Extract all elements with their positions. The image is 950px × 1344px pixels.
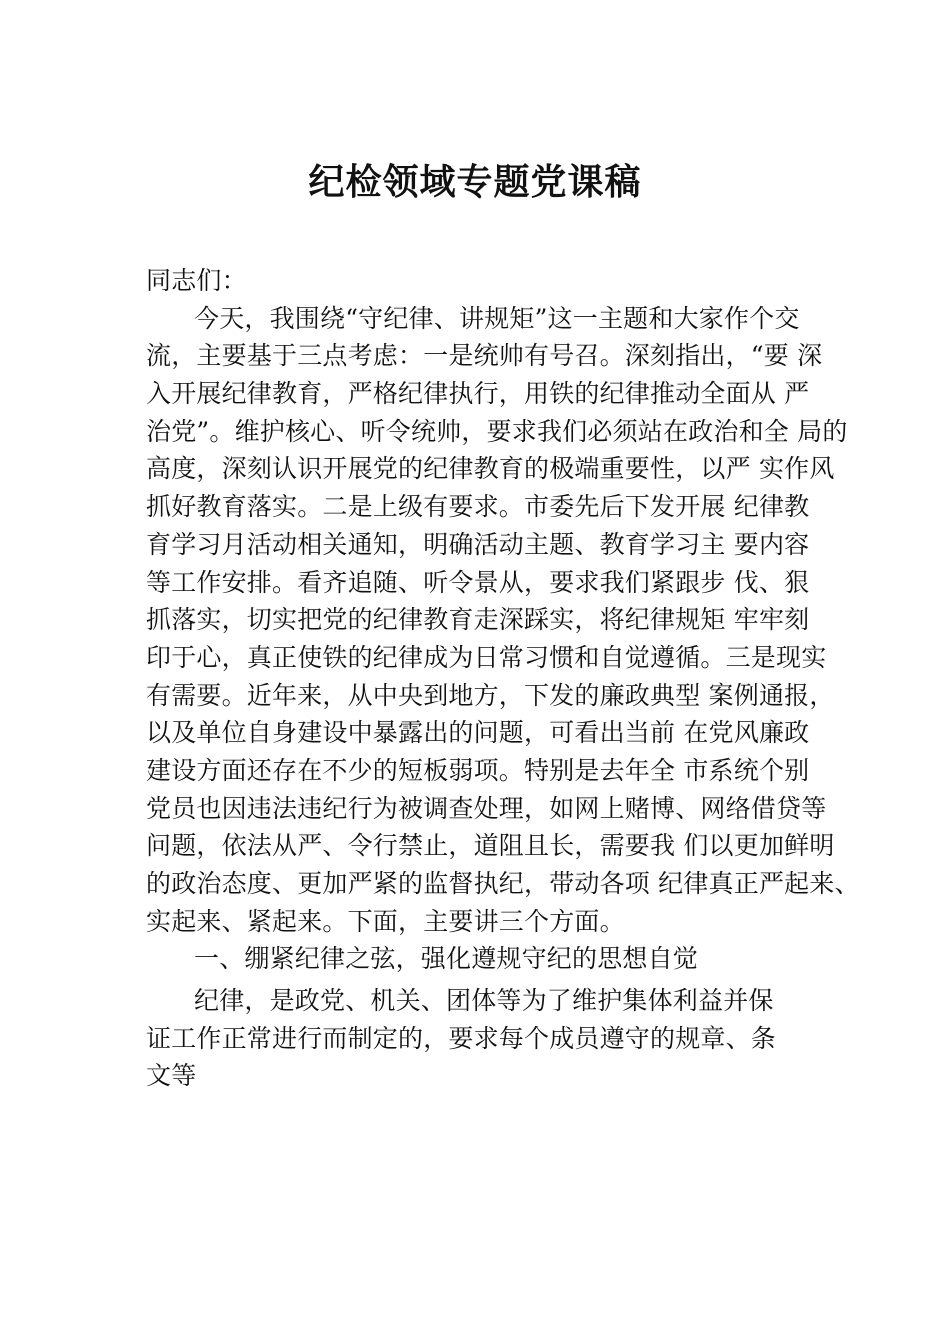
section-paragraph-line: 文等 xyxy=(146,1061,197,1091)
paragraph-line: 治党”。维护核心、听令统帅，要求我们必须站在政治和全 局的 xyxy=(146,416,848,446)
paragraph-line: 高度，深刻认识开展党的纪律教育的极端重要性，以严 实作风 xyxy=(146,454,835,484)
paragraph-line: 党员也因违法违纪行为被调查处理，如网上赌博、网络借贷等 xyxy=(146,793,827,823)
paragraph-line: 流，主要基于三点考虑：一是统帅有号召。深刻指出，“要 深 xyxy=(146,341,823,371)
paragraph-line: 入开展纪律教育，严格纪律执行，用铁的纪律推动全面从 严 xyxy=(146,379,810,409)
paragraph-line: 有需要。近年来，从中央到地方，下发的廉政典型 案例通报， xyxy=(146,680,835,710)
section-heading: 一、绷紧纪律之弦，强化遵规守纪的思想自觉 xyxy=(194,944,699,974)
salutation: 同志们： xyxy=(146,266,247,295)
paragraph-line: 问题，依法从严、令行禁止，道阻且长，需要我 们以更加鲜明 xyxy=(146,831,835,861)
paragraph-line: 抓好教育落实。二是上级有要求。市委先后下发开展 纪律教 xyxy=(146,492,810,522)
section-paragraph-line: 证工作正常进行而制定的，要求每个成员遵守的规章、条 xyxy=(146,1023,777,1053)
paragraph-line: 育学习月活动相关通知，明确活动主题、教育学习主 要内容 xyxy=(146,529,810,559)
paragraph-line: 以及单位自身建设中暴露出的问题，可看出当前 在党风廉政 xyxy=(146,718,810,748)
paragraph-line: 抓落实，切实把党的纪律教育走深踩实，将纪律规矩 牢牢刻 xyxy=(146,605,810,635)
paragraph-line: 今天，我围绕“守纪律、讲规矩”这一主题和大家作个交 xyxy=(194,303,800,333)
paragraph-line: 实起来、紧起来。下面，主要讲三个方面。 xyxy=(146,906,625,936)
paragraph-line: 的政治态度、更加严紧的监督执纪，带动各项 纪律真正严起来、 xyxy=(146,869,860,898)
document-title: 纪检领域专题党课稿 xyxy=(308,161,642,203)
section-paragraph-line: 纪律，是政党、机关、团体等为了维护集体利益并保 xyxy=(194,986,774,1016)
paragraph-line: 印于心，真正使铁的纪律成为日常习惯和自觉遵循。三是现实 xyxy=(146,642,827,672)
document-body xyxy=(146,262,866,1095)
paragraph-line: 等工作安排。看齐追随、听令景从，要求我们紧跟步 伐、狠 xyxy=(146,567,810,597)
paragraph-line: 建设方面还存在不少的短板弱项。特别是去年全 市系统个别 xyxy=(146,755,810,785)
